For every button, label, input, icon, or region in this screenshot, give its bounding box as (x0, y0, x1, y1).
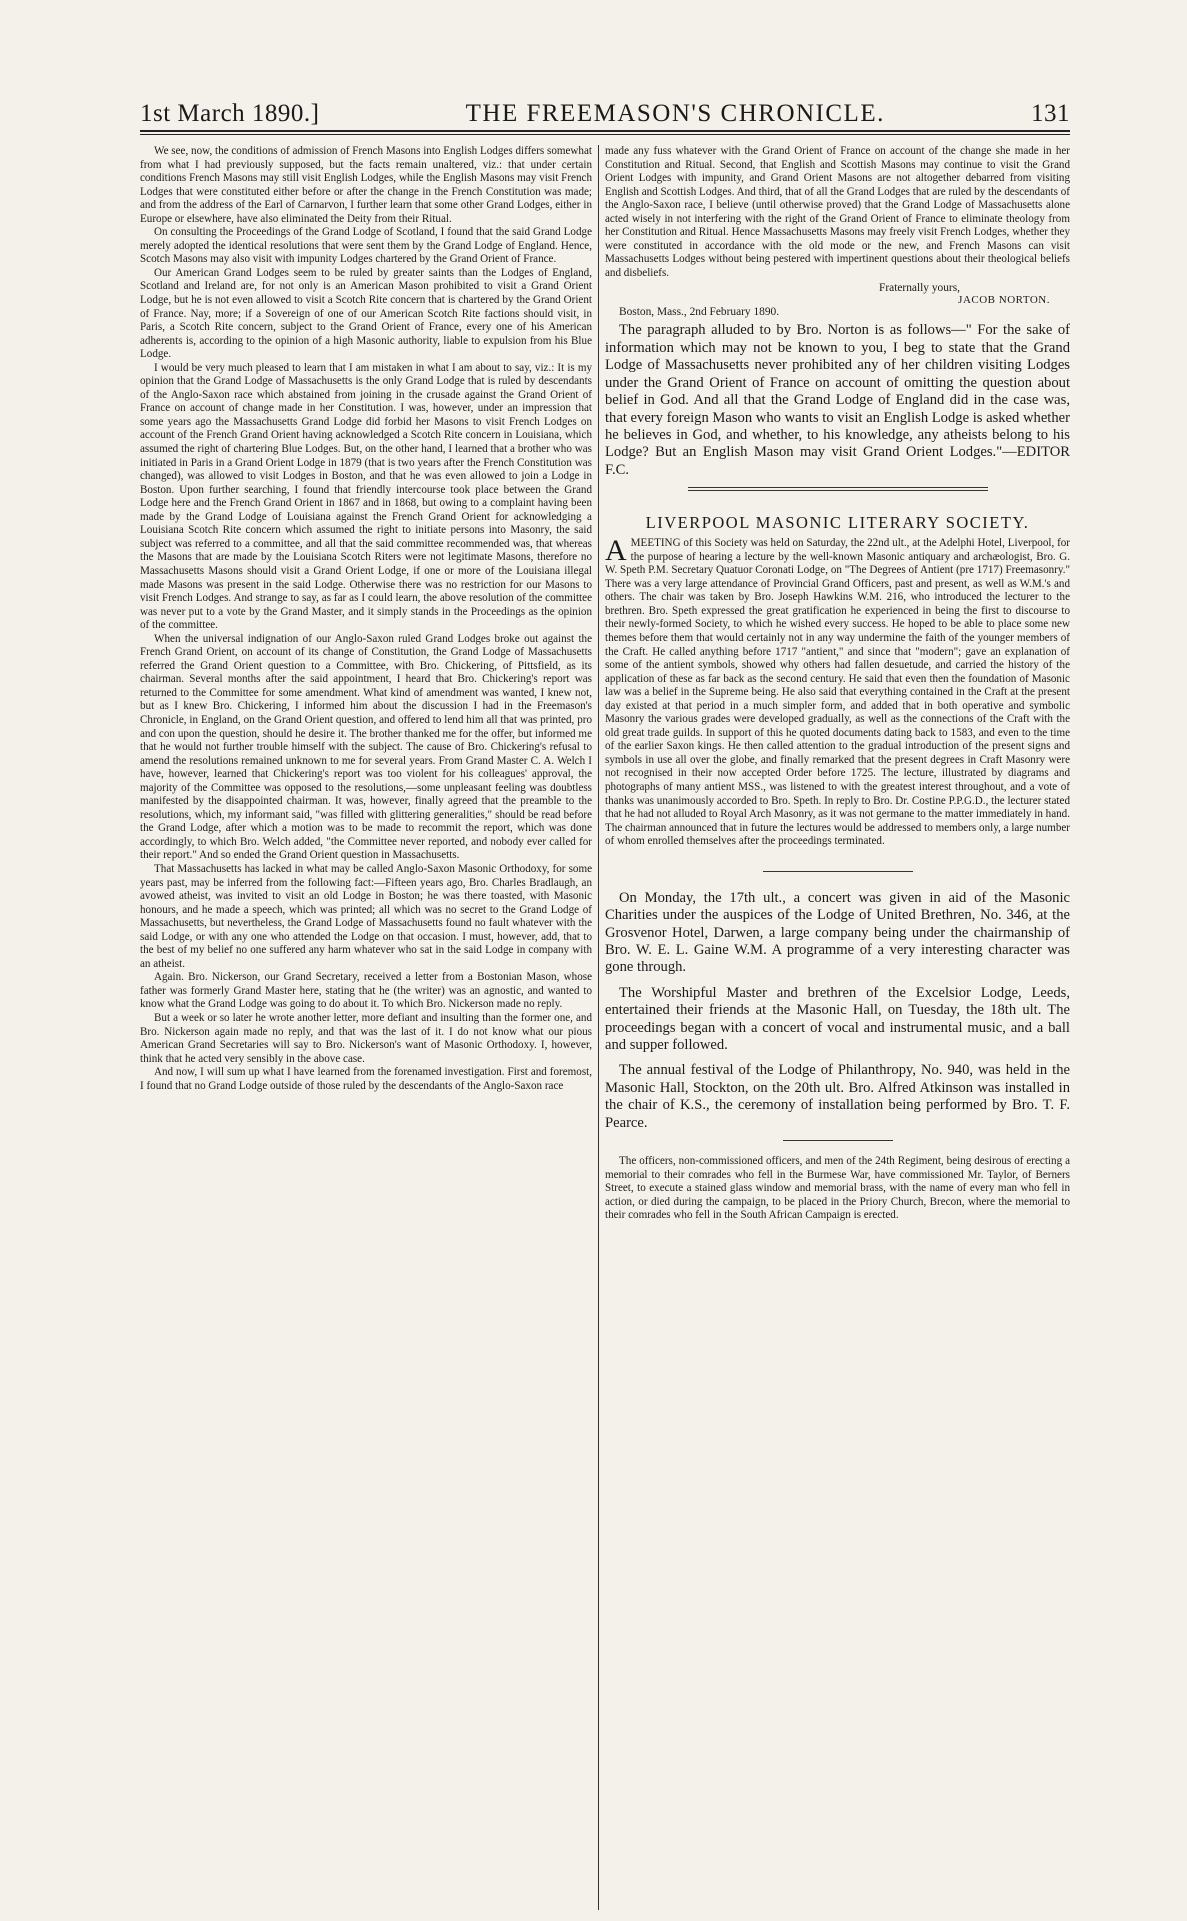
section-rule (783, 1140, 893, 1141)
header-date: 1st March 1890.] (140, 100, 320, 127)
letter-dateline: Boston, Mass., 2nd February 1890. (619, 306, 780, 319)
letter-signature: JACOB NORTON. (958, 294, 1050, 307)
section-rule (688, 487, 988, 491)
letter-paragraph: And now, I will sum up what I have learned from the forenamed investigation. First and foremost, I found that no Grand Lodge outside of those ruled by the descendants of the Anglo-Saxon race (140, 1066, 592, 1092)
right-column (605, 145, 1070, 1910)
liverpool-report (605, 534, 1070, 849)
news-paragraph: The Worshipful Master and brethren of the Excelsior Lodge, Leeds, entertained their friends at the Masonic Hall, on Tuesday, the 18th ult. The proceedings began with a concert of vocal and instrumental music, and a ball and supper followed. (605, 984, 1070, 1053)
letter-paragraph: On consulting the Proceedings of the Grand Lodge of Scotland, I found that the said Grand Lodge merely adopted the identical resolutions that were sent them by the Grand Lodge of England. Hence, Scotch Masons may also visit with impunity Lodges chartered by the Grand Orient of France. (140, 226, 592, 266)
news-paragraph: On Monday, the 17th ult., a concert was given in aid of the Masonic Charities under the auspices of the Lodge of United Brethren, No. 346, at the Grosvenor Hotel, Darwen, a large company being under the chairmanship of Bro. W. E. L. Gaine W.M. A programme of a very interesting character was gone through. (605, 889, 1070, 976)
publication-title: THE FREEMASON'S CHRONICLE. (465, 100, 885, 127)
editor-note: The paragraph alluded to by Bro. Norton is as follows—" For the sake of information which may not be known to you, I beg to state that the Grand Lodge of Massachusetts never prohibited any of her children visiting Lodges under the Grand Orient of France on account of omitting the question about belief in God. And all that the Grand Lodge of England did in the case was, that every foreign Mason who wants to visit an English Lodge is asked whether he believes in God, and whether, to his knowledge, any atheists belong to his Lodge? But an English Mason may visit Grand Orient Lodges."—EDITOR F.C. (605, 322, 1070, 478)
section-rule (763, 871, 913, 872)
header-rule-thin (140, 134, 1070, 135)
left-column (140, 145, 592, 1910)
letter-paragraph: Our American Grand Lodges seem to be ruled by greater saints than the Lodges of England, Scotland and Ireland are, for not only is an American Mason prohibited to visit a Grand Orient Lodge, but he is not even allowed to visit a Scotch Rite concern that is chartered by the Grand Orient of France. Nay, more; if a Sovereign of one of our American Scotch Rite factions should visit, in Paris, a Scotch Rite concern, subject to the Grand Orient of France, every one of his American adherents is, according to the opinion of a high Masonic authority, liable to expulsion from his Blue Lodge. (140, 266, 592, 361)
letter-continuation: made any fuss whatever with the Grand Orient of France on account of the change she made in her Constitution and Ritual. Second, that English and Scottish Masons may continue to visit the Grand Orient Lodges with impunity, and Grand Orient Masons are not altogether debarred from visiting English and Scottish Lodges. And third, that of all the Grand Lodges that are ruled by the descendants of the Anglo-Saxon race, I believe (until otherwise proved) that the Grand Lodge of Massachusetts alone acted wisely in not interfering with the right of the Grand Orient of France to eliminate theology from her Constitution and Ritual. Hence Massachusetts Masons may freely visit French Lodges, whether they were constituted in accordance with the old mode or the new, and French Masons can visit Massachusetts Lodges without being pestered with impertinent questions about their theological beliefs and disbeliefs. (605, 145, 1070, 279)
letter-paragraph: When the universal indignation of our Anglo-Saxon ruled Grand Lodges broke out against the French Grand Orient, on account of its change of Constitution, the Grand Lodge of Massachusetts referred the Grand Orient question to a Committee, with Bro. Chickering, of Pittsfield, as its chairman. Several months after the said appointment, I heard that Bro. Chickering's report was returned to the Committee for some amendment. What kind of amendment was wanted, I knew not, but as I knew Bro. Chickering, I informed him about the discussion I had in the Freemason's Chronicle, in England, on the Grand Orient question, and offered to lend him all that was printed, pro and con upon the question, should he desire it. The brother thanked me for the offer, but informed me that he would not further trouble himself with the subject. The cause of Bro. Chickering's refusal to amend the resolutions remained unknown to me for several years. From Grand Master C. A. Welch I have, however, learned that Chickering's report was too violent for his colleagues' approval, the majority of the Committee was opposed to the resolutions,—some unpleasant feeling was doubtless manifested by the disappointed chairman. It was, however, finally agreed that the preamble to the resolutions, which, my informant said, "was filled with glittering generalities," should be read before the Grand Lodge, after which a motion was to be made to recommit the report, which was done accordingly, to which Bro. Welch added, "the Committee never reported, and nobody ever called for their report." And so ended the Grand Orient question in Massachusetts. (140, 632, 592, 862)
header-rule (140, 130, 1070, 132)
letter-paragraph: But a week or so later he wrote another letter, more defiant and insulting than the former one, and Bro. Nickerson again made no reply, and that was the last of it. I do not know what our pious American Grand Secretaries will say to Bro. Nickerson's want of Masonic Orthodoxy. I, however, think that he acted very sensibly in the above case. (140, 1012, 592, 1065)
liverpool-report-text: MEETING of this Society was held on Saturday, the 22nd ult., at the Adelphi Hotel, Liverpool, for the purpose of hearing a lecture by the well-known Masonic antiquary and archæologist, Bro. G. W. Speth P.M. Secretary Quatuor Coronati Lodge, on "The Degrees of Antient (pre 1717) Freemasonry." There was a very large attendance of Provincial Grand Officers, past and present, as well as W.M.'s and others. The chair was taken by Bro. Joseph Hawkins W.M. 216, who introduced the lecturer to the brethren. Bro. Speth expressed the great gratification he experienced in being the first to discourse to their newly-formed Society, to which he wished every success. He hoped to be able to place some new themes before them that would certainly not in any way undermine the faith of the younger members of the Craft. He called anything before 1717 "antient," and since that "modern"; gave an explanation of some of the antient symbols, showed why others had fallen desuetude, and carried the history of the application of these as far back as the second century. He said that even then the foundation of Masonic law was a belief in the Supreme being. He also said that everything contained in the Craft at the present day existed at that period in a much simpler form, and added that in both operative and symbolic Masonry the various grades were developed gradually, as well as the connections of the Craft with the old great trade guilds. In support of this he quoted documents dating back to 1583, and even to the time of the earlier Saxon kings. He then called attention to the gradual introduction of the present signs and symbols in use all over the globe, and finally remarked that the present degrees in Craft Masonry were not recognised in their now accepted Order before 1725. The lecture, illustrated by diagrams and photographs of many antient MSS., was listened to with the greatest interest throughout, and a vote of thanks was unanimously accorded to Bro. Speth. In reply to Bro. Dr. Costine P.P.G.D., the lecturer stated that he had not alluded to Royal Arch Masonry, as it was not germane to the matter immediately in hand. The chairman announced that in future the lectures would be addressed to members only, a large number of whom enrolled themselves after the proceedings terminated. (605, 537, 1070, 848)
letter-paragraph: That Massachusetts has lacked in what may be called Anglo-Saxon Masonic Orthodoxy, for some years past, may be inferred from the following fact:—Fifteen years ago, Bro. Charles Bradlaugh, an avowed atheist, was invited to visit an old Lodge in Boston; he was there toasted, with Masonic honours, and he made a speech, which was printed; all which was no secret to the Grand Lodge of Massachusetts, but nevertheless, the Grand Lodge of Massachusetts found no fault whatever with the said Lodge, or with any one who attended the Lodge on that occasion. I must, however, add, that to the best of my belief no one suffered any harm whatever who sat in the said Lodge in company with an atheist. (140, 862, 592, 970)
news-paragraph: The annual festival of the Lodge of Philanthropy, No. 940, was held in the Masonic Hall, Stockton, on the 20th ult. Bro. Alfred Atkinson was installed in the chair of K.S., the ceremony of installation being performed by Bro. T. F. Pearce. (605, 1062, 1070, 1131)
section-heading: LIVERPOOL MASONIC LITERARY SOCIETY. (645, 513, 1030, 533)
page-number: 131 (1030, 100, 1070, 127)
letter-closing: Fraternally yours, (879, 282, 960, 295)
letter-paragraph: I would be very much pleased to learn that I am mistaken in what I am about to say, viz.: It is my opinion that the Grand Lodge of Massachusetts is the only Grand Lodge that is ruled by descendants of the Anglo-Saxon race which abstained from joining in the crusade against the Grand Orient of France on account of change made in her Constitution. I was, however, under an impression that some years ago the Massachusetts Grand Lodge did forbid her Masons to visit French Lodges on account of the French Grand Orient having acknowledged a Scotch Rite concern in Louisiana, which assumed the right of chartering Blue Lodges. But, on the other hand, I learned that a brother who was initiated in Paris in a Grand Orient Lodge in 1879 (that is two years after the French Constitution was changed), was allowed to visit Lodges in Boston, and that he was even allowed to join a Lodge in Boston. Upon further searching, I found that friendly intercourse took place between the Grand Lodge here and the French Grand Orient in 1867 and in 1868, but owing to a complaint having been made by the Grand Lodge of Louisiana against the French Grand Orient for acknowledging a Louisiana Scotch Rite concern which assumed the right to initiate persons into Masonry, the said subject was referred to a committee, and all that the said committee recommended was, that whereas the Masons that are made by the Louisiana Scotch Riters were not legitimate Masons, therefore no Massachusetts Masons should visit a Grand Orient Lodge, if one or more of the Louisiana illegal made Masons was present in the said Lodge. Otherwise there was no restriction for our Masons to visit French Lodges. And strange to say, as far as I could learn, the above resolution of the committee was never put to a vote by the Grand Master, and it simply stands in the Proceedings as the opinion of the committee. (140, 361, 592, 632)
drop-cap: A (605, 534, 627, 568)
page-header (140, 94, 1070, 128)
letter-paragraph: Again. Bro. Nickerson, our Grand Secretary, received a letter from a Bostonian Mason, whose father was formerly Grand Master here, stating that he (the writer) was an agnostic, and wanted to know what the Grand Lodge was going to do about it. To which Bro. Nickerson made no reply. (140, 971, 592, 1011)
memorial-note: The officers, non-commissioned officers, and men of the 24th Regiment, being desirous of erecting a memorial to their comrades who fell in the Burmese War, have commissioned Mr. Taylor, of Berners Street, to execute a stained glass window and memorial brass, with the name of every man who fell in action, or died during the campaign, to be placed in the Priory Church, Brecon, where the memorial to their comrades who fell in the South African Campaign is erected. (605, 1154, 1070, 1222)
column-divider (598, 145, 599, 1910)
letter-paragraph: We see, now, the conditions of admission of French Masons into English Lodges differs somewhat from what I had previously supposed, but the facts remain unaltered, viz.: that under certain conditions French Masons may still visit English Lodges, while the English Masons may visit French Lodges that were constituted either before or after the change in the French Constitution was made; and from the address of the Earl of Carnarvon, I further learn that some other Grand Lodges, either in Europe or elsewhere, have also eliminated the Deity from their Ritual. (140, 145, 592, 225)
